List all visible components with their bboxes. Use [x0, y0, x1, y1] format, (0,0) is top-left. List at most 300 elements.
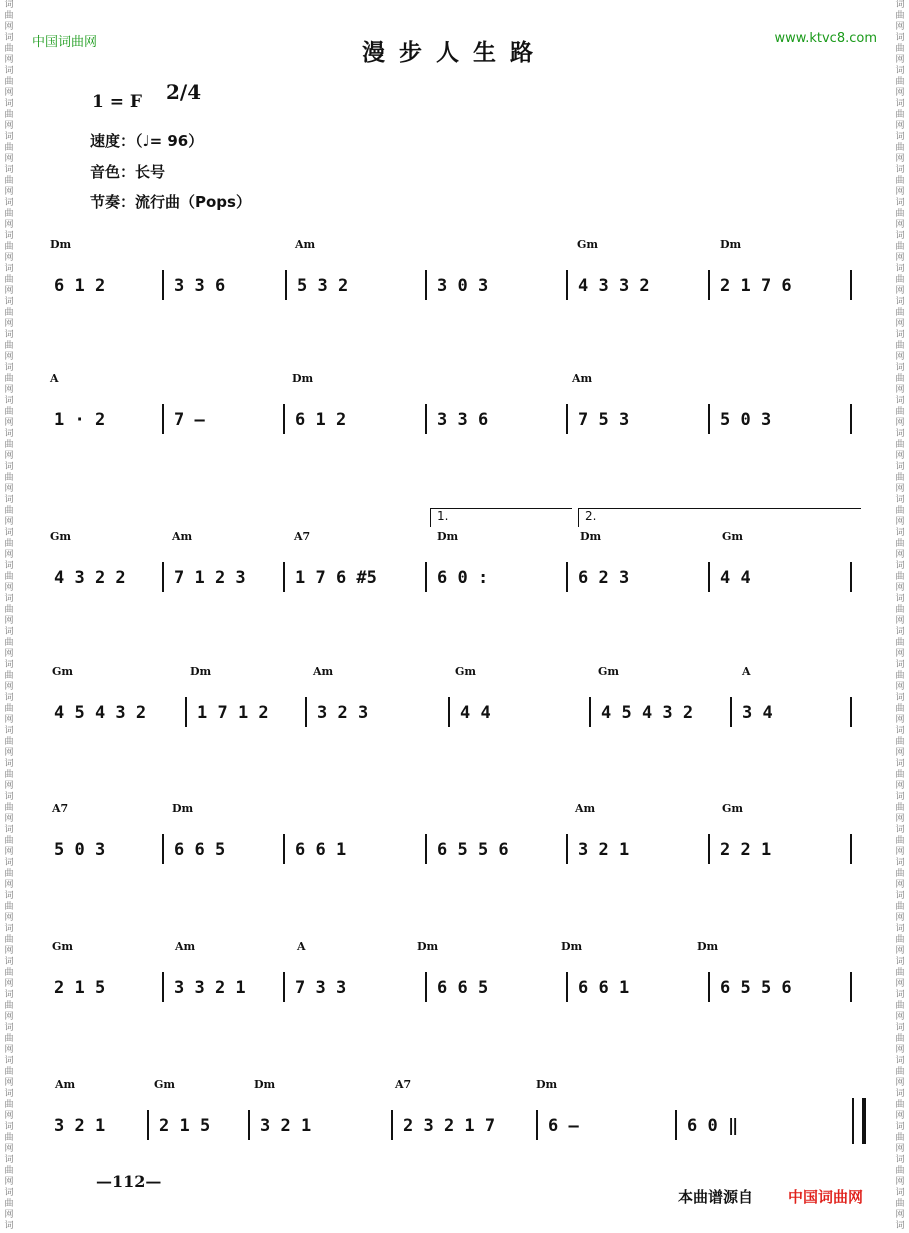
barline: [162, 404, 164, 434]
source-label: 本曲谱源自: [678, 1188, 754, 1206]
measure-notes: 4 5 4 3 2: [54, 703, 147, 723]
measure-notes: 4 5 4 3 2: [601, 703, 694, 723]
side-watermark-char: 曲: [4, 407, 14, 417]
side-watermark-char: 曲: [4, 473, 14, 483]
measure-notes: 5 0 3: [54, 840, 106, 860]
side-watermark-char: 曲: [4, 1067, 14, 1077]
chord-symbol: Am: [55, 1078, 76, 1091]
barline: [162, 270, 164, 300]
side-watermark-char: 曲: [895, 374, 905, 384]
measure-notes: 5 3 2: [297, 276, 349, 296]
measure-notes: 7 5 3: [578, 410, 630, 430]
source-site-link[interactable]: 中国词曲网: [788, 1188, 864, 1206]
side-watermark-char: 网: [4, 451, 14, 461]
barline: [425, 972, 427, 1002]
volta-bracket: 2.: [578, 508, 861, 527]
side-watermark-char: 曲: [4, 506, 14, 516]
side-watermark-char: 曲: [895, 572, 905, 582]
side-watermark-char: 词: [4, 198, 14, 208]
side-watermark-char: 曲: [895, 473, 905, 483]
side-watermark-char: 曲: [895, 275, 905, 285]
chord-symbol: Gm: [52, 665, 74, 678]
side-watermark-char: 词: [4, 33, 14, 43]
side-watermark-char: 词: [4, 759, 14, 769]
chord-symbol: A7: [52, 802, 69, 815]
side-watermark-char: 词: [4, 396, 14, 406]
barline: [566, 834, 568, 864]
time-signature: 2/4: [166, 80, 202, 104]
side-watermark-char: 词: [4, 0, 14, 10]
side-watermark-char: 网: [895, 22, 905, 32]
side-watermark-char: 网: [4, 616, 14, 626]
side-watermark-char: 网: [895, 550, 905, 560]
tempo-marking: 速度：（♩= 96）: [90, 132, 204, 150]
side-watermark-char: 词: [4, 330, 14, 340]
side-watermark-char: 网: [895, 253, 905, 263]
side-watermark-char: 网: [4, 781, 14, 791]
side-watermark-char: 网: [895, 1177, 905, 1187]
side-watermark-char: 网: [4, 1111, 14, 1121]
side-watermark-char: 曲: [895, 671, 905, 681]
barline: [850, 972, 852, 1002]
side-watermark-char: 词: [4, 957, 14, 967]
side-watermark-char: 网: [895, 946, 905, 956]
measure-notes: 1 · 2: [54, 410, 106, 430]
side-watermark-char: 词: [895, 132, 905, 142]
side-watermark-char: 曲: [4, 1133, 14, 1143]
side-watermark-char: 曲: [895, 506, 905, 516]
side-watermark-char: 曲: [895, 209, 905, 219]
measure-notes: 3 0 3: [437, 276, 489, 296]
chord-symbol: Dm: [190, 665, 212, 678]
side-watermark-char: 词: [895, 1089, 905, 1099]
chord-symbol: Gm: [154, 1078, 176, 1091]
side-watermark-char: 词: [4, 528, 14, 538]
side-watermark-char: 词: [4, 924, 14, 934]
side-watermark-left: [2, 0, 16, 1233]
barline: [850, 270, 852, 300]
side-watermark-char: 曲: [895, 869, 905, 879]
side-watermark-char: 词: [4, 858, 14, 868]
side-watermark-char: 词: [895, 330, 905, 340]
side-watermark-char: 词: [4, 165, 14, 175]
side-watermark-char: 曲: [4, 341, 14, 351]
side-watermark-char: 词: [4, 429, 14, 439]
side-watermark-char: 网: [4, 55, 14, 65]
chord-symbol: Dm: [172, 802, 194, 815]
side-watermark-char: 词: [4, 792, 14, 802]
side-watermark-char: 词: [895, 462, 905, 472]
measure-notes: 6 6 5: [174, 840, 226, 860]
measure-notes: 6 6 1: [578, 978, 630, 998]
measure-notes: 2 2 1: [720, 840, 772, 860]
song-title: 漫步人生路: [362, 39, 547, 66]
side-watermark-char: 曲: [4, 143, 14, 153]
final-barline: [852, 1098, 866, 1144]
side-watermark-char: 网: [4, 1045, 14, 1055]
chord-symbol: A7: [395, 1078, 412, 1091]
measure-notes: 6 6 1: [295, 840, 347, 860]
chord-symbol: Gm: [50, 530, 72, 543]
side-watermark-char: 词: [4, 495, 14, 505]
side-watermark-char: 曲: [895, 638, 905, 648]
side-watermark-char: 网: [4, 1012, 14, 1022]
measure-notes: 7 —: [174, 410, 205, 430]
side-watermark-char: 曲: [4, 1100, 14, 1110]
barline: [425, 834, 427, 864]
side-watermark-char: 网: [895, 55, 905, 65]
side-watermark-char: 词: [895, 198, 905, 208]
side-watermark-char: 网: [895, 1012, 905, 1022]
side-watermark-char: 曲: [4, 77, 14, 87]
chord-symbol: Dm: [437, 530, 459, 543]
barline: [675, 1110, 677, 1140]
side-watermark-char: 词: [4, 594, 14, 604]
side-watermark-char: 曲: [895, 407, 905, 417]
measure-notes: 4 4: [720, 568, 751, 588]
side-watermark-char: 词: [895, 1056, 905, 1066]
side-watermark-char: 曲: [4, 1166, 14, 1176]
measure-notes: 3 3 6: [174, 276, 226, 296]
side-watermark-char: 网: [895, 220, 905, 230]
side-watermark-char: 词: [895, 528, 905, 538]
side-watermark-char: 词: [895, 165, 905, 175]
side-watermark-char: 词: [4, 363, 14, 373]
side-watermark-char: 曲: [895, 440, 905, 450]
side-watermark-char: 网: [4, 484, 14, 494]
barline: [708, 972, 710, 1002]
chord-symbol: Dm: [536, 1078, 558, 1091]
barline: [162, 834, 164, 864]
chord-symbol: Dm: [561, 940, 583, 953]
chord-symbol: A7: [294, 530, 311, 543]
side-watermark-char: 曲: [4, 935, 14, 945]
side-watermark-char: 曲: [4, 803, 14, 813]
side-watermark-char: 曲: [895, 968, 905, 978]
side-watermark-char: 曲: [895, 1034, 905, 1044]
side-watermark-char: 词: [895, 660, 905, 670]
chord-symbol: Am: [175, 940, 196, 953]
side-watermark-char: 曲: [4, 1199, 14, 1209]
side-watermark-char: 词: [895, 1188, 905, 1198]
side-watermark-char: 网: [895, 88, 905, 98]
measure-notes: 3 4: [742, 703, 773, 723]
side-watermark-char: 曲: [895, 1133, 905, 1143]
barline: [708, 404, 710, 434]
measure-notes: 6 1 2: [54, 276, 106, 296]
side-watermark-char: 曲: [4, 1034, 14, 1044]
side-watermark-char: 网: [4, 319, 14, 329]
side-watermark-char: 网: [895, 748, 905, 758]
side-watermark-char: 词: [895, 891, 905, 901]
measure-notes: 6 1 2: [295, 410, 347, 430]
side-watermark-char: 曲: [895, 1067, 905, 1077]
barline: [708, 270, 710, 300]
volta-bracket: 1.: [430, 508, 572, 527]
measure-notes: 7 3 3: [295, 978, 347, 998]
side-watermark-char: 词: [895, 297, 905, 307]
measure-notes: 1 7 6 #5: [295, 568, 377, 588]
side-watermark-char: 网: [4, 385, 14, 395]
side-watermark-char: 网: [895, 715, 905, 725]
side-watermark-char: 词: [895, 825, 905, 835]
side-watermark-char: 网: [4, 880, 14, 890]
side-watermark-char: 词: [895, 264, 905, 274]
barline: [147, 1110, 149, 1140]
barline: [285, 270, 287, 300]
side-watermark-char: 网: [4, 88, 14, 98]
side-watermark-char: 曲: [4, 1001, 14, 1011]
side-watermark-char: 词: [895, 99, 905, 109]
side-watermark-char: 曲: [4, 242, 14, 252]
side-watermark-char: 词: [4, 1089, 14, 1099]
side-watermark-char: 词: [895, 231, 905, 241]
side-watermark-char: 曲: [895, 605, 905, 615]
side-watermark-char: 词: [895, 924, 905, 934]
side-watermark-char: 曲: [4, 638, 14, 648]
side-watermark-char: 网: [4, 286, 14, 296]
side-watermark-char: 词: [895, 363, 905, 373]
side-watermark-char: 词: [895, 858, 905, 868]
side-watermark-char: 网: [895, 319, 905, 329]
side-watermark-char: 曲: [4, 374, 14, 384]
barline: [536, 1110, 538, 1140]
barline: [283, 562, 285, 592]
barline: [566, 972, 568, 1002]
barline: [708, 834, 710, 864]
side-watermark-char: 网: [895, 418, 905, 428]
side-watermark-char: 曲: [895, 143, 905, 153]
side-watermark-char: 词: [895, 627, 905, 637]
side-watermark-char: 词: [4, 66, 14, 76]
side-watermark-char: 网: [895, 979, 905, 989]
side-watermark-char: 曲: [895, 737, 905, 747]
page-number: —112—: [96, 1172, 162, 1191]
side-watermark-char: 曲: [4, 539, 14, 549]
timbre-marking: 音色：长号: [90, 163, 166, 181]
side-watermark-char: 词: [4, 660, 14, 670]
side-watermark-char: 词: [4, 462, 14, 472]
side-watermark-char: 曲: [4, 44, 14, 54]
side-watermark-char: 曲: [4, 902, 14, 912]
side-watermark-char: 词: [895, 396, 905, 406]
measure-notes: 3 3 6: [437, 410, 489, 430]
side-watermark-char: 网: [4, 1210, 14, 1220]
chord-symbol: Dm: [254, 1078, 276, 1091]
side-watermark-char: 词: [4, 726, 14, 736]
side-watermark-char: 网: [4, 814, 14, 824]
barline: [425, 270, 427, 300]
measure-notes: 1 7 1 2: [197, 703, 269, 723]
side-watermark-char: 词: [4, 1023, 14, 1033]
side-watermark-char: 词: [895, 792, 905, 802]
side-watermark-char: 曲: [4, 704, 14, 714]
side-watermark-char: 词: [895, 495, 905, 505]
measure-notes: 3 2 3: [317, 703, 369, 723]
chord-symbol: Dm: [50, 238, 72, 251]
side-watermark-char: 网: [4, 352, 14, 362]
measure-notes: 6 0 :: [437, 568, 489, 588]
side-watermark-char: 词: [4, 561, 14, 571]
side-watermark-char: 网: [4, 583, 14, 593]
barline: [162, 972, 164, 1002]
side-watermark-char: 词: [4, 627, 14, 637]
side-watermark-char: 网: [4, 847, 14, 857]
side-watermark-char: 曲: [895, 1001, 905, 1011]
side-watermark-char: 网: [4, 1177, 14, 1187]
measure-notes: 4 3 3 2: [578, 276, 650, 296]
barline: [850, 834, 852, 864]
side-watermark-char: 曲: [4, 836, 14, 846]
side-watermark-char: 词: [4, 1188, 14, 1198]
measure-notes: 2 1 5: [54, 978, 106, 998]
chord-symbol: Am: [295, 238, 316, 251]
measure-notes: 2 1 5: [159, 1116, 211, 1136]
measure-notes: 3 3 2 1: [174, 978, 246, 998]
side-watermark-char: 词: [895, 561, 905, 571]
barline: [448, 697, 450, 727]
side-watermark-char: 词: [4, 132, 14, 142]
side-watermark-char: 网: [895, 286, 905, 296]
side-watermark-char: 网: [895, 451, 905, 461]
key-signature: 1 = F: [92, 92, 142, 112]
side-watermark-char: 网: [895, 121, 905, 131]
side-watermark-char: 网: [895, 385, 905, 395]
side-watermark-char: 网: [4, 154, 14, 164]
barline: [391, 1110, 393, 1140]
side-watermark-char: 曲: [4, 176, 14, 186]
side-watermark-char: 网: [4, 649, 14, 659]
side-watermark-char: 曲: [895, 1100, 905, 1110]
chord-symbol: Dm: [697, 940, 719, 953]
side-watermark-char: 词: [4, 231, 14, 241]
side-watermark-char: 曲: [895, 44, 905, 54]
side-watermark-char: 曲: [895, 11, 905, 21]
watermark-site-name[interactable]: 中国词曲网: [32, 35, 98, 50]
side-watermark-char: 曲: [895, 902, 905, 912]
side-watermark-char: 词: [895, 33, 905, 43]
barline: [283, 834, 285, 864]
side-watermark-char: 曲: [4, 572, 14, 582]
side-watermark-char: 网: [895, 1210, 905, 1220]
measure-notes: 3 2 1: [54, 1116, 106, 1136]
side-watermark-char: 词: [4, 264, 14, 274]
chord-symbol: Am: [575, 802, 596, 815]
side-watermark-char: 网: [4, 682, 14, 692]
side-watermark-char: 曲: [895, 176, 905, 186]
side-watermark-char: 曲: [895, 539, 905, 549]
side-watermark-char: 词: [4, 1221, 14, 1231]
side-watermark-char: 词: [4, 99, 14, 109]
side-watermark-char: 词: [895, 0, 905, 10]
barline: [425, 404, 427, 434]
side-watermark-char: 网: [4, 1144, 14, 1154]
chord-symbol: Gm: [577, 238, 599, 251]
side-watermark-char: 网: [4, 22, 14, 32]
side-watermark-char: 网: [895, 913, 905, 923]
rhythm-marking: 节奏：流行曲（Pops）: [90, 193, 251, 211]
side-watermark-char: 网: [895, 649, 905, 659]
side-watermark-char: 曲: [895, 308, 905, 318]
measure-notes: 4 4: [460, 703, 491, 723]
barline: [566, 562, 568, 592]
side-watermark-char: 词: [4, 891, 14, 901]
side-watermark-char: 网: [4, 748, 14, 758]
side-watermark-char: 词: [895, 594, 905, 604]
side-watermark-char: 网: [895, 1045, 905, 1055]
barline: [730, 697, 732, 727]
side-watermark-char: 网: [4, 946, 14, 956]
side-watermark-char: 网: [4, 187, 14, 197]
barline: [248, 1110, 250, 1140]
chord-symbol: Gm: [598, 665, 620, 678]
measure-notes: 3 2 1: [578, 840, 630, 860]
side-watermark-char: 曲: [4, 968, 14, 978]
side-watermark-char: 词: [895, 1221, 905, 1231]
side-watermark-char: 曲: [895, 704, 905, 714]
chord-symbol: Gm: [455, 665, 477, 678]
barline: [708, 562, 710, 592]
side-watermark-char: 网: [4, 715, 14, 725]
side-watermark-char: 词: [4, 1155, 14, 1165]
side-watermark-char: 网: [4, 1078, 14, 1088]
chord-symbol: Dm: [417, 940, 439, 953]
side-watermark-char: 曲: [4, 275, 14, 285]
chord-symbol: Dm: [580, 530, 602, 543]
side-watermark-char: 曲: [895, 110, 905, 120]
side-watermark-char: 曲: [4, 209, 14, 219]
side-watermark-char: 曲: [4, 737, 14, 747]
side-watermark-char: 曲: [4, 110, 14, 120]
chord-symbol: Am: [572, 372, 593, 385]
side-watermark-char: 曲: [895, 803, 905, 813]
side-watermark-char: 网: [4, 121, 14, 131]
barline: [566, 270, 568, 300]
measure-notes: 6 5 5 6: [720, 978, 792, 998]
side-watermark-char: 曲: [4, 11, 14, 21]
barline: [162, 562, 164, 592]
side-watermark-char: 曲: [895, 242, 905, 252]
side-watermark-char: 网: [4, 979, 14, 989]
side-watermark-char: 曲: [895, 836, 905, 846]
measure-notes: 7 1 2 3: [174, 568, 246, 588]
side-watermark-char: 网: [895, 583, 905, 593]
side-watermark-char: 词: [895, 693, 905, 703]
chord-symbol: A: [297, 940, 306, 953]
measure-notes: 6 0 ‖: [687, 1116, 739, 1136]
watermark-site-url[interactable]: www.ktvc8.com: [774, 31, 877, 46]
measure-notes: 6 6 5: [437, 978, 489, 998]
side-watermark-char: 曲: [4, 308, 14, 318]
measure-notes: 6 5 5 6: [437, 840, 509, 860]
chord-symbol: Dm: [720, 238, 742, 251]
side-watermark-char: 词: [4, 825, 14, 835]
side-watermark-char: 词: [4, 1056, 14, 1066]
chord-symbol: Dm: [292, 372, 314, 385]
measure-notes: 2 1 7 6: [720, 276, 792, 296]
measure-notes: 6 —: [548, 1116, 579, 1136]
side-watermark-char: 词: [895, 1023, 905, 1033]
barline: [283, 972, 285, 1002]
measure-notes: 2 3 2 1 7: [403, 1116, 496, 1136]
side-watermark-char: 网: [895, 517, 905, 527]
side-watermark-char: 曲: [895, 935, 905, 945]
side-watermark-char: 词: [895, 957, 905, 967]
side-watermark-char: 曲: [4, 440, 14, 450]
measure-notes: 3 2 1: [260, 1116, 312, 1136]
barline: [425, 562, 427, 592]
chord-symbol: A: [50, 372, 59, 385]
